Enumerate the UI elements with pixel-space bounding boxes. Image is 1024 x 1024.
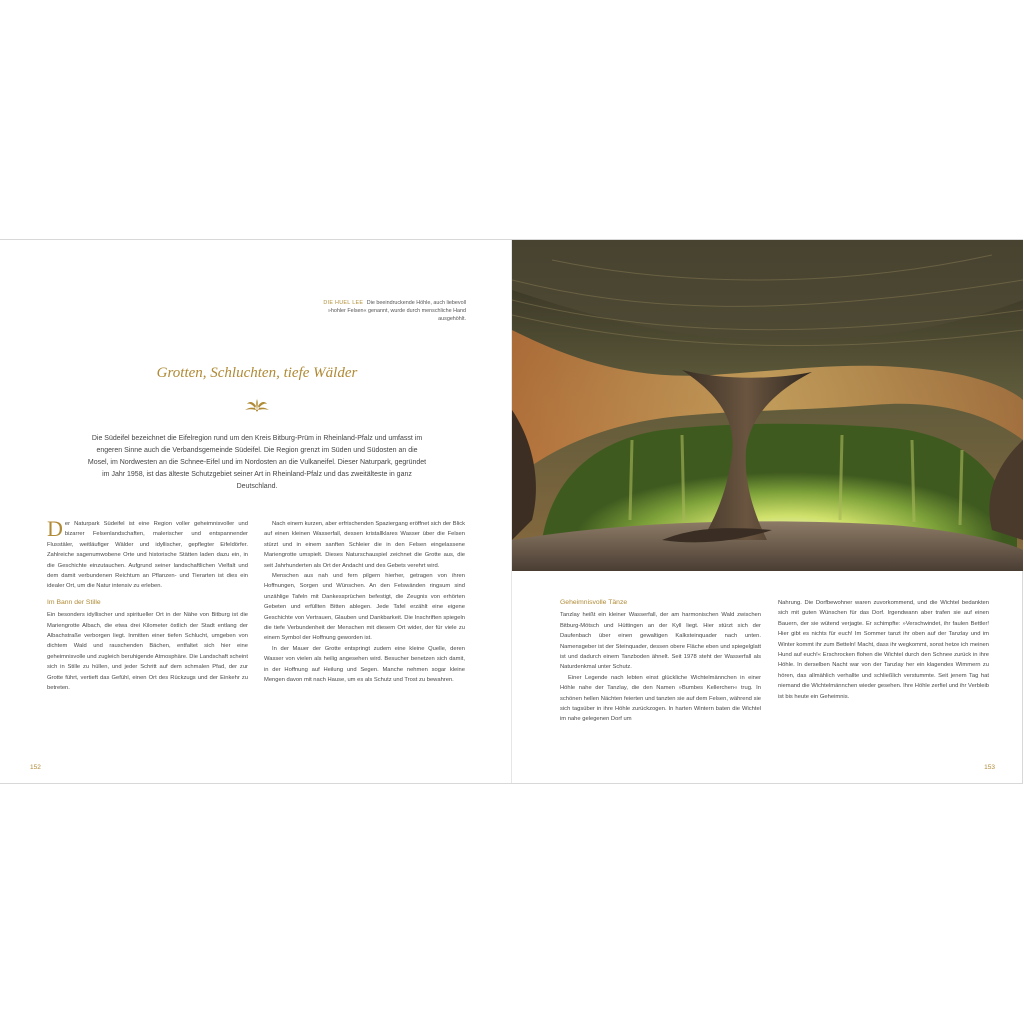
section-subhead: Geheimnisvolle Tänze <box>560 599 628 606</box>
page-number: 152 <box>30 764 41 771</box>
fleuron-ornament-icon <box>244 398 270 412</box>
body-column-2 <box>264 519 465 686</box>
left-page <box>0 240 511 783</box>
caption-heading: DIE HUEL LEE <box>323 300 364 306</box>
chapter-title: Grotten, Schluchten, tiefe Wälder <box>156 365 358 381</box>
right-page <box>512 240 1023 783</box>
caption-text: Die beeindruckende Höhle, auch liebevoll »hohler Felsen« genannt, wurde durch menschliche Hand ausgehöhlt. <box>327 300 466 322</box>
paragraph: Einer Legende nach lebten einst glückliche Wichtelmännchen in einer Höhle nahe der Tanzlay, die den Namen »Bumbes Kellerchen« trug. In schönen hellen Nächten feierten und tanzten sie auf dem Felsen, während sie sich tagsüber in ihre Höhle zurückzogen. In harten Wintern baten die Wichtel im nahe gelegenen Dorf um <box>560 674 761 723</box>
paragraph: er Naturpark Südeifel ist eine Region voller geheimnisvoller und bizarrer Felsenlandschaften, malerischer und entspannender Flusstäler, weitläufiger Wälder und idyllischer, gepflegter Eifeldörfer. Zahlreiche sagenumwobene Orte und historische Stätten laden dazu ein, in die Geschichte einzutauchen. Aufgrund seiner landschaftlichen Vielfalt und dem damit verbundenen Reichtum an Pflanzen- und Tierarten ist dies ein idealer Ort, um die Natur intensiv zu erleben. <box>47 521 248 590</box>
paragraph: Nahrung. Die Dorfbewohner waren zuvorkommend, und die Wichtel bedankten sich mit guten Wünschen für das Dorf. Irgendwann aber trafen sie auf einen Bauern, der sie wütend verjagte. Er schimpfte: »Verschwindet, ihr faulen Bettler! Hier gibt es nichts für euch! Im Sommer tanzt ihr oben auf der Tanzlay und im Winter kommt ihr zum Betteln! Macht, dass ihr wegkommt, sonst hetze ich meinen Hund auf euch!« Erschrocken flohen die Wichtel durch den Schnee zurück in ihre Höhle. In derselben Nacht war von der Tanzlay her ein klagendes Wimmern zu hören, das allmählich verhallte und schließlich verstummte. Seit jenem Tag hat niemand die Wichtelmännchen wieder gesehen. Ihre Höhle zerfiel und ihr Verbleib ist bis heute ein Geheimnis. <box>778 600 989 700</box>
photo-caption <box>320 299 466 323</box>
section-subhead: Im Bann der Stille <box>47 598 101 606</box>
cave-photo <box>512 240 1023 571</box>
paragraph: Menschen aus nah und fern pilgern hierher, getragen von ihren Hoffnungen, Sorgen und Wünschen. An den Felswänden ringsum sind unzählige Tafeln mit Dankessprüchen befestigt, die Zeugnis von erhörten Gebeten und erfüllten Bitten ablegen. Jede Tafel erzählt eine eigene Geschichte von Vertrauen, Glauben und Dankbarkeit. Die Inschriften spiegeln die tiefe Verbundenheit der Menschen mit diesem Ort wider, der für viele zu einem Symbol der Hoffnung geworden ist. <box>264 573 465 642</box>
body-column-1 <box>47 516 248 694</box>
drop-cap: D <box>47 516 63 541</box>
book-spread <box>0 239 1023 784</box>
page-number: 153 <box>984 764 995 771</box>
paragraph: Tanzlay heißt ein kleiner Wasserfall, der am harmonischen Wald zwischen Bitburg-Mötsch und Hüttingen an der Kyll liegt. Hier stürzt sich der Daufenbach über einen gewaltigen Kalksteinquader nach unten. Namensgeber ist der Steinquader, dessen obere Fläche eben und spiegelglatt ist und dadurch einem Tanzboden ähnelt. Seit 1978 steht der Wasserfall als Naturdenkmal unter Schutz. <box>560 612 761 671</box>
body-column-3 <box>560 598 761 725</box>
paragraph: Ein besonders idyllischer und spiritueller Ort in der Nähe von Bitburg ist die Mariengrotte Albach, die etwa drei Kilometer östlich der Stadt entlang der Albachstraße verborgen liegt. Inmitten einer tiefen Schlucht, umgeben von dichtem Wald und rauschenden Bächen, entfaltet sich hier eine geheimnisvolle und zugleich beruhigende Atmosphäre. Die Landschaft scheint sich in Stille zu hüllen, und jeder Schritt auf dem schmalen Pfad, der zur Grotte führt, vertieft das Gefühl, einen Ort des Rückzugs und der Einkehr zu betreten. <box>47 612 248 692</box>
paragraph: In der Mauer der Grotte entspringt zudem eine kleine Quelle, deren Wasser von vielen als heilig angesehen wird. Besucher benetzen sich damit, in der Hoffnung auf Heilung und Segen. Manche nehmen sogar kleine Mengen davon mit nach Hause, um es als Schutz und Trost zu bewahren. <box>264 645 465 684</box>
body-column-4 <box>778 598 989 702</box>
intro-text: Die Südeifel bezeichnet die Eifelregion rund um den Kreis Bitburg-Prüm in Rheinland-Pfalz und umfasst im engeren Sinne auch die Verbandsgemeinde Südeifel. Die Region grenzt im Süden und Südosten an die Mosel, im Nordwesten an die Schnee-Eifel und im Nordosten an die Vulkaneifel. Dieser Naturpark, gegründet im Jahr 1958, ist das älteste Schutzgebiet seiner Art in Rheinland-Pfalz und das zweitälteste in ganz Deutschland. <box>87 435 427 490</box>
paragraph: Nach einem kurzen, aber erfrischenden Spaziergang eröffnet sich der Blick auf einen kleinen Wasserfall, dessen kristallklares Wasser über die Felsen stürzt und in einem sanften Schleier die in den Felsen eingelassene Mariengrotte umspielt. Dieses Naturschauspiel zeichnet die Grotte aus, die seit Jahrhunderten als Ort der Andacht und des Gebets verehrt wird. <box>264 521 465 569</box>
